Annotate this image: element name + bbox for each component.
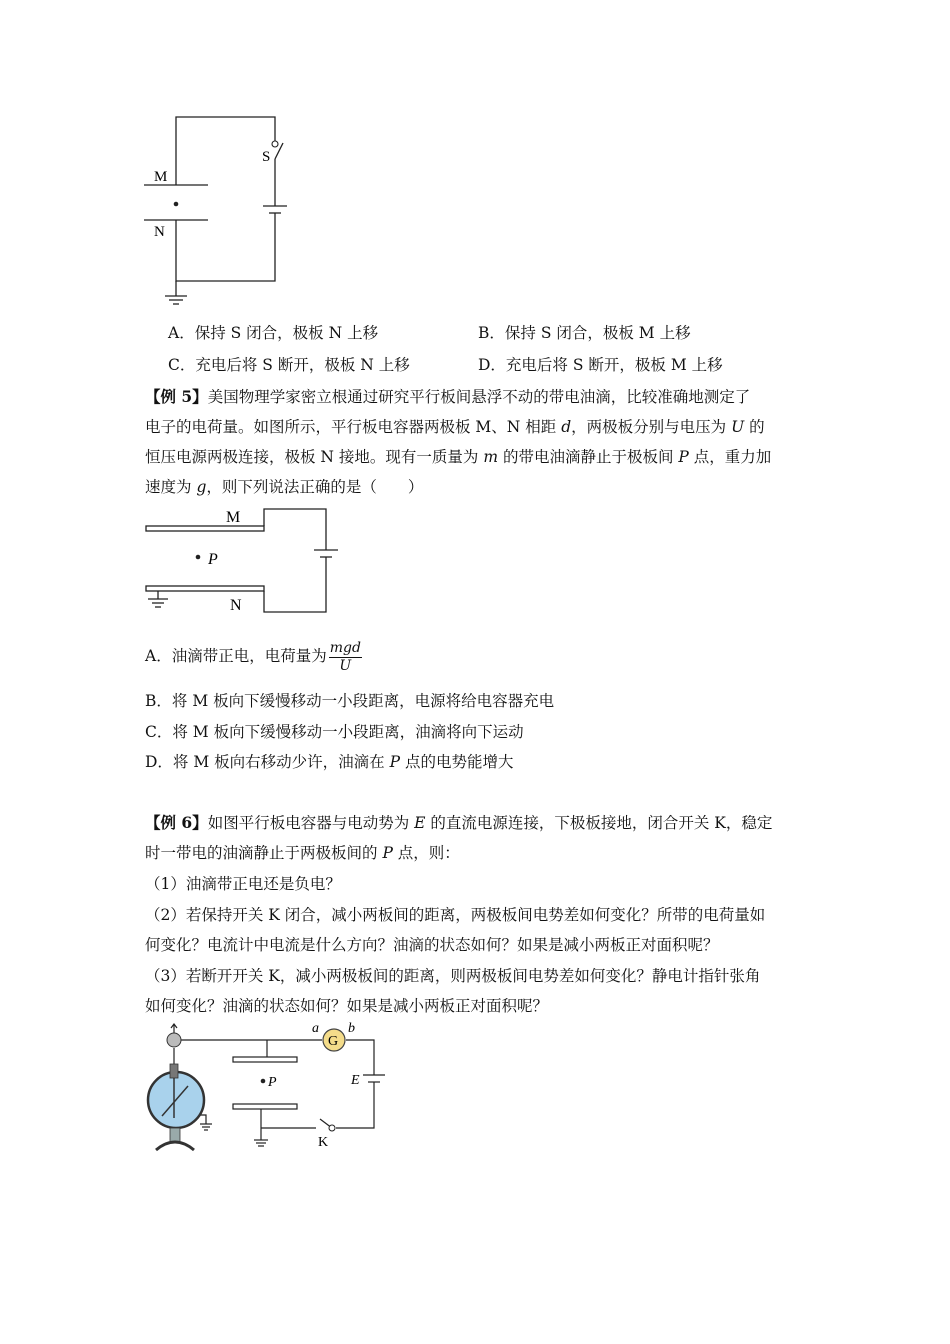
- ex5-line-4: 速度为 g，则下列说法正确的是（ ）: [145, 478, 424, 496]
- option-d: D．充电后将 S 断开，极板 M 上移: [478, 356, 723, 374]
- circuit-diagram-1: [140, 110, 300, 310]
- circuit-diagram-2: [140, 500, 360, 625]
- label-p: P: [208, 551, 218, 568]
- option-b: B．保持 S 闭合，极板 M 上移: [478, 324, 691, 342]
- label-m: M: [154, 169, 168, 185]
- label-a: a: [312, 1022, 319, 1036]
- circuit-diagram-3: [140, 1022, 390, 1154]
- label-b: b: [348, 1022, 355, 1036]
- ex5-line-1: 【例 5】美国物理学家密立根通过研究平行板间悬浮不动的带电油滴，比较准确地测定了: [145, 387, 751, 406]
- label-g: G: [328, 1034, 339, 1049]
- ex6-question-2-line-2: 何变化？电流计中电流是什么方向？油滴的状态如何？如果是减小两板正对面积呢？: [145, 936, 719, 954]
- ex5-option-c: C．将 M 板向下缓慢移动一小段距离，油滴将向下运动: [145, 723, 524, 741]
- ex5-option-b: B．将 M 板向下缓慢移动一小段距离，电源将给电容器充电: [145, 692, 555, 710]
- ex6-question-3-line-1: （3）若断开开关 K，减小两极板间的距离，则两极板间电势差如何变化？静电计指针张角: [145, 967, 761, 985]
- ex6-question-1: （1）油滴带正电还是负电？: [145, 875, 341, 893]
- ex6-line-1: 【例 6】如图平行板电容器与电动势为 E 的直流电源连接，下极板接地，闭合开关 K，稳定: [145, 813, 773, 832]
- label-k: K: [318, 1135, 329, 1150]
- ex5-line-2: 电子的电荷量。如图所示，平行板电容器两极板 M、N 相距 d，两极板分别与电压为 U 的: [145, 418, 765, 436]
- label-p: P: [268, 1075, 277, 1090]
- label-m: M: [226, 509, 241, 526]
- label-n: N: [230, 597, 242, 614]
- ex6-line-2: 时一带电的油滴静止于两极板间的 P 点，则：: [145, 844, 460, 862]
- fraction: $\frac{\text{mgd}}{U}$: [329, 639, 361, 674]
- label-n: N: [154, 224, 165, 240]
- option-c: C．充电后将 S 断开，极板 N 上移: [168, 356, 410, 374]
- label-e: E: [351, 1073, 360, 1088]
- ex5-tag: 【例 5】: [145, 387, 208, 406]
- ex6-tag: 【例 6】: [145, 813, 208, 832]
- ex6-question-3-line-2: 如何变化？油滴的状态如何？如果是减小两板正对面积呢？: [145, 997, 549, 1015]
- ex5-option-a: A．油滴带正电，电荷量为 $\frac{\text{mgd}}{U}$: [145, 639, 361, 674]
- option-a: A．保持 S 闭合，极板 N 上移: [168, 324, 379, 342]
- ex5-line-3: 恒压电源两极连接，极板 N 接地。现有一质量为 m 的带电油滴静止于极板间 P 点，重力加: [145, 448, 772, 466]
- ex6-question-2-line-1: （2）若保持开关 K 闭合，减小两板间的距离，两极板间电势差如何变化？所带的电荷量如: [145, 906, 766, 924]
- ex5-option-d: D．将 M 板向右移动少许，油滴在 P 点的电势能增大: [145, 753, 514, 771]
- label-s: S: [262, 149, 271, 165]
